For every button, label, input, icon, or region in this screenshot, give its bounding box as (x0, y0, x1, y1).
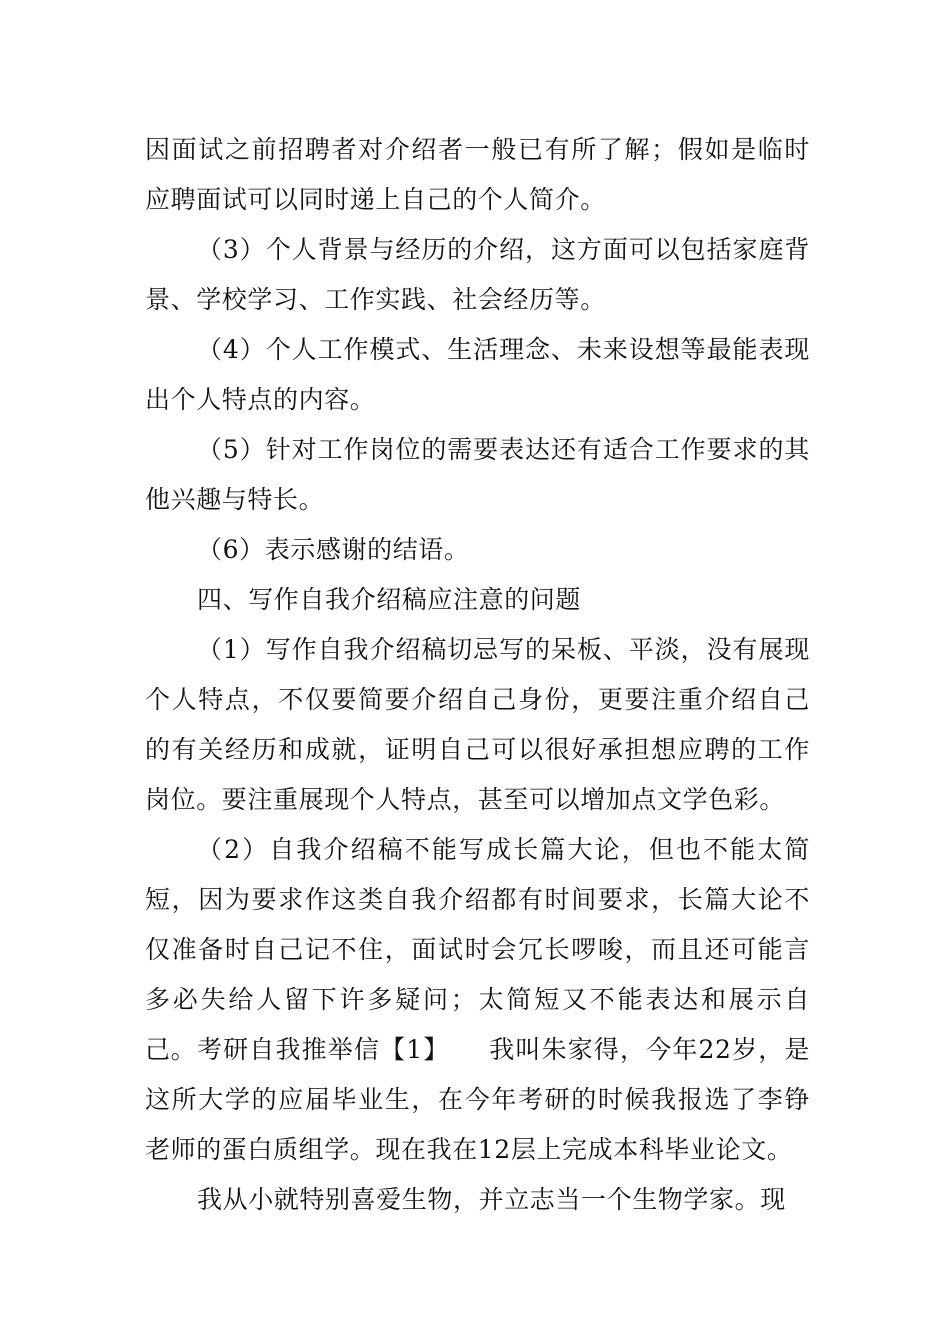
section-heading: 四、写作自我介绍稿应注意的问题 (197, 585, 582, 614)
paragraph-item-5: （5）针对工作岗位的需要表达还有适合工作要求的其他兴趣与特长。 (145, 435, 810, 514)
paragraph-item-3: （3）个人背景与经历的介绍，这方面可以包括家庭背景、学校学习、工作实践、社会经历等。 (145, 235, 810, 314)
paragraph-item-6: （6）表示感谢的结语。 (197, 535, 470, 564)
paragraph-note-2: （2）自我介绍稿不能写成长篇大论，但也不能太简短，因为要求作这类自我介绍都有时间要求，长篇大论不仅准备时自己记不住，面试时会冗长啰唆，而且还可能言多必失给人留下许多疑问；太简短又不能表达和展示自己。 (145, 835, 810, 1064)
paragraph-continuation: 因面试之前招聘者对介绍者一般已有所了解；假如是临时应聘面试可以同时递上自己的个人简介。 (145, 135, 810, 214)
paragraph-letter-intro: 考研自我推举信【1】 我叫朱家得，今年22岁，是这所大学的应届毕业生，在今年考研的时候我报选了李铮老师的蛋白质组学。现在我在12层上完成本科毕业论文。 (145, 1035, 810, 1164)
paragraph-item-4: （4）个人工作模式、生活理念、未来设想等最能表现出个人特点的内容。 (145, 335, 810, 414)
paragraph-letter-body: 我从小就特别喜爱生物，并立志当一个生物学家。现 (197, 1185, 786, 1214)
paragraph-note-1: （1）写作自我介绍稿切忌写的呆板、平淡，没有展现个人特点，不仅要简要介绍自己身份，更要注重介绍自己的有关经历和成就，证明自己可以很好承担想应聘的工作岗位。要注重展现个人特点，甚至可以增加点文学色彩。 (145, 635, 810, 814)
